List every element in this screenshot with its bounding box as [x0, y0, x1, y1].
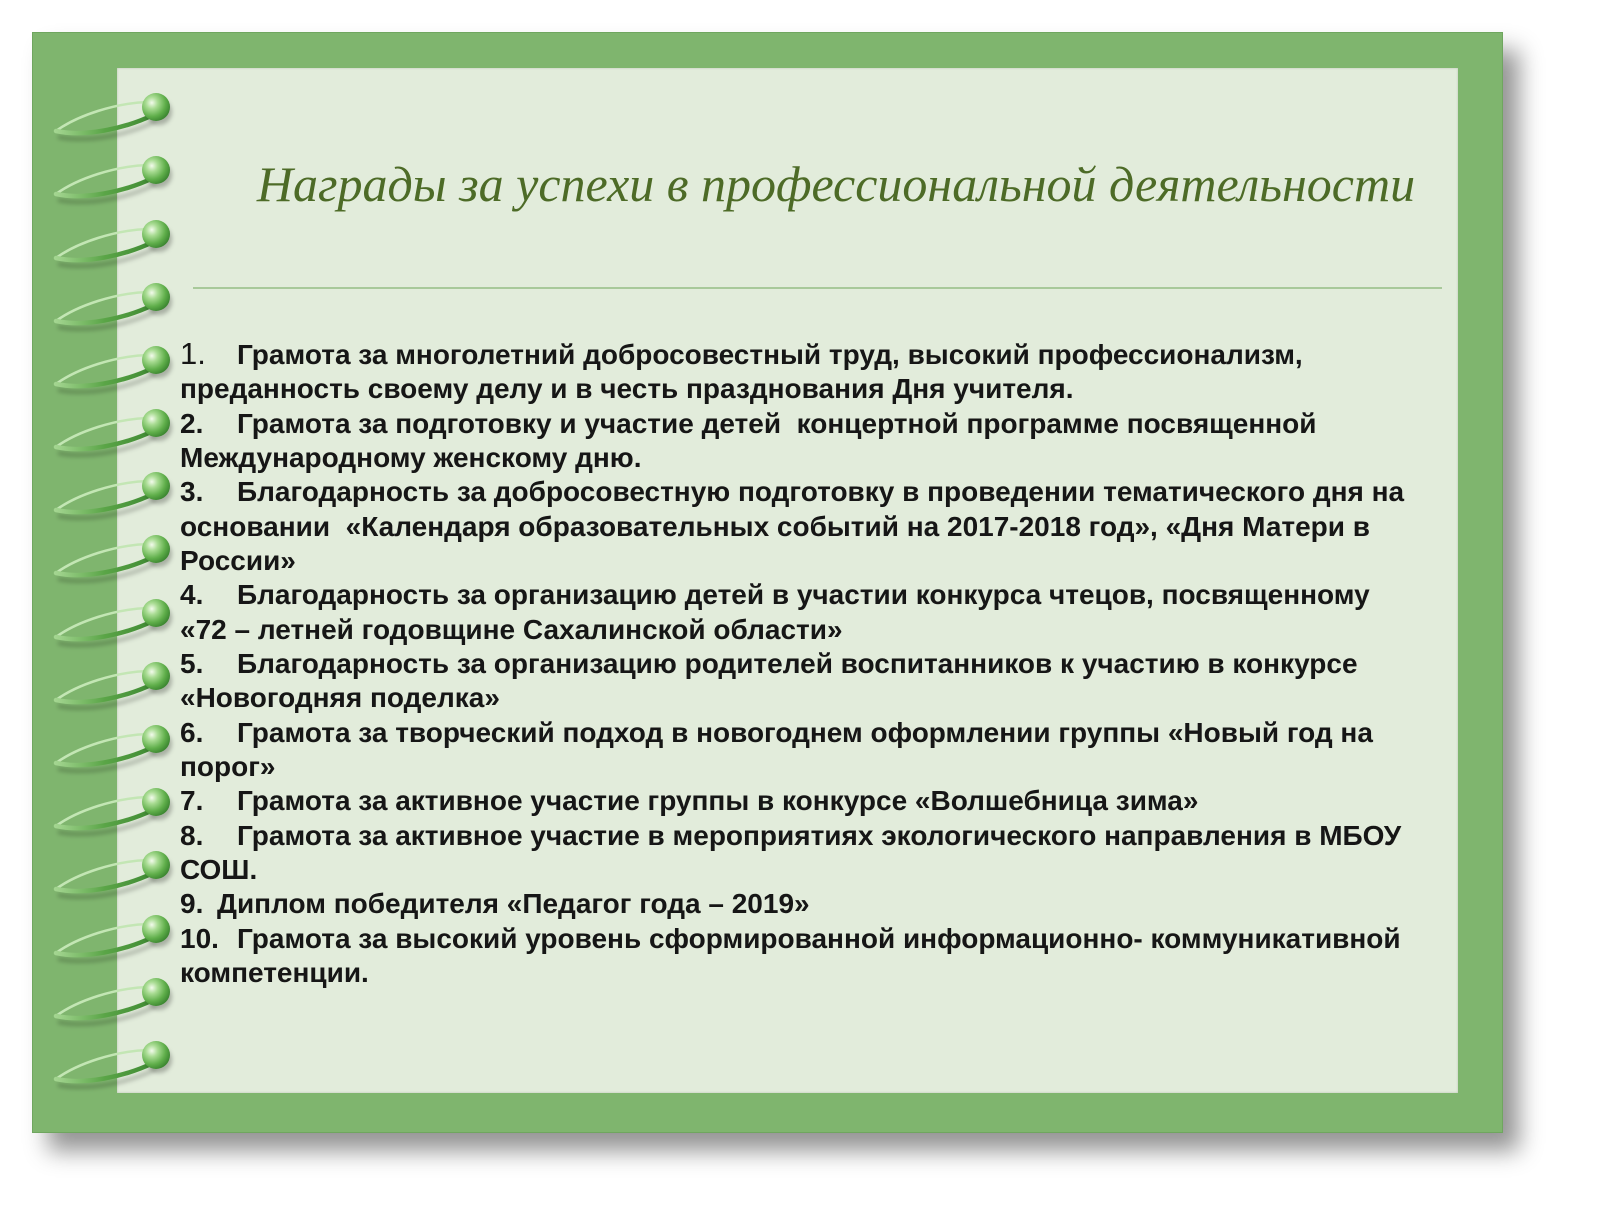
title-divider [193, 287, 1442, 289]
award-item [180, 578, 1450, 647]
award-text: Благодарность за организацию родителей воспитанников к участию в конкурсе [237, 647, 1358, 679]
award-item [180, 887, 1450, 921]
award-line [180, 956, 1450, 990]
award-text: СОШ. [180, 853, 258, 885]
award-line [180, 819, 1450, 853]
award-text: Грамота за творческий подход в новогоднем оформлении группы «Новый год на [237, 716, 1373, 748]
award-line [180, 681, 1450, 715]
award-number: 5. [180, 647, 204, 679]
award-text: преданность своему делу и в честь празднования Дня учителя. [180, 373, 1074, 405]
award-text: Международному женскому дню. [180, 441, 642, 473]
award-text: Благодарность за добросовестную подготовку в проведении тематического дня на [237, 476, 1405, 508]
award-number: 8. [180, 819, 204, 851]
award-text: «Новогодняя поделка» [180, 682, 500, 714]
awards-list [180, 338, 1450, 990]
award-item [180, 475, 1450, 578]
award-number: 6. [180, 716, 204, 748]
award-line [180, 544, 1450, 578]
award-item [180, 784, 1450, 818]
award-text: России» [180, 544, 296, 576]
award-item [180, 716, 1450, 785]
award-text: Грамота за активное участие группы в конкурсе «Волшебница зима» [237, 785, 1199, 817]
award-line [180, 887, 1450, 921]
award-line [180, 578, 1450, 612]
award-number: 3. [180, 476, 204, 508]
award-text: порог» [180, 750, 276, 782]
award-text: Благодарность за организацию детей в участии конкурса чтецов, посвященному [237, 579, 1370, 611]
award-line [180, 613, 1450, 647]
slide-title: Награды за успехи в профессиональной деятельности [256, 156, 1416, 212]
award-text: «72 – летней годовщине Сахалинской области» [180, 613, 843, 645]
award-item [180, 407, 1450, 476]
award-number: 10. [180, 922, 219, 954]
award-line [180, 338, 1450, 372]
award-item [180, 819, 1450, 888]
award-item [180, 647, 1450, 716]
award-line [180, 647, 1450, 681]
award-item [180, 922, 1450, 991]
award-text: основании «Календаря образовательных событий на 2017-2018 год», «Дня Матери в [180, 510, 1370, 542]
award-line [180, 407, 1450, 441]
award-line [180, 750, 1450, 784]
award-text: Диплом победителя «Педагог года – 2019» [217, 888, 810, 920]
award-number: 7. [180, 785, 204, 817]
award-line [180, 475, 1450, 509]
award-line [180, 372, 1450, 406]
award-line [180, 784, 1450, 818]
award-text: Грамота за активное участие в мероприятиях экологического направления в МБОУ [237, 819, 1402, 851]
award-line [180, 853, 1450, 887]
award-text: Грамота за подготовку и участие детей концертной программе посвященной [237, 407, 1317, 439]
award-text: Грамота за высокий уровень сформированной информационно- коммуникативной [237, 922, 1401, 954]
award-text: компетенции. [180, 956, 369, 988]
award-line [180, 510, 1450, 544]
award-line [180, 441, 1450, 475]
award-number: 4. [180, 579, 204, 611]
award-line [180, 922, 1450, 956]
award-text: Грамота за многолетний добросовестный труд, высокий профессионализм, [237, 339, 1303, 370]
award-number: 1. [180, 336, 206, 371]
award-number: 2. [180, 407, 204, 439]
award-number: 9. [180, 888, 204, 920]
award-line [180, 716, 1450, 750]
award-item [180, 338, 1450, 407]
